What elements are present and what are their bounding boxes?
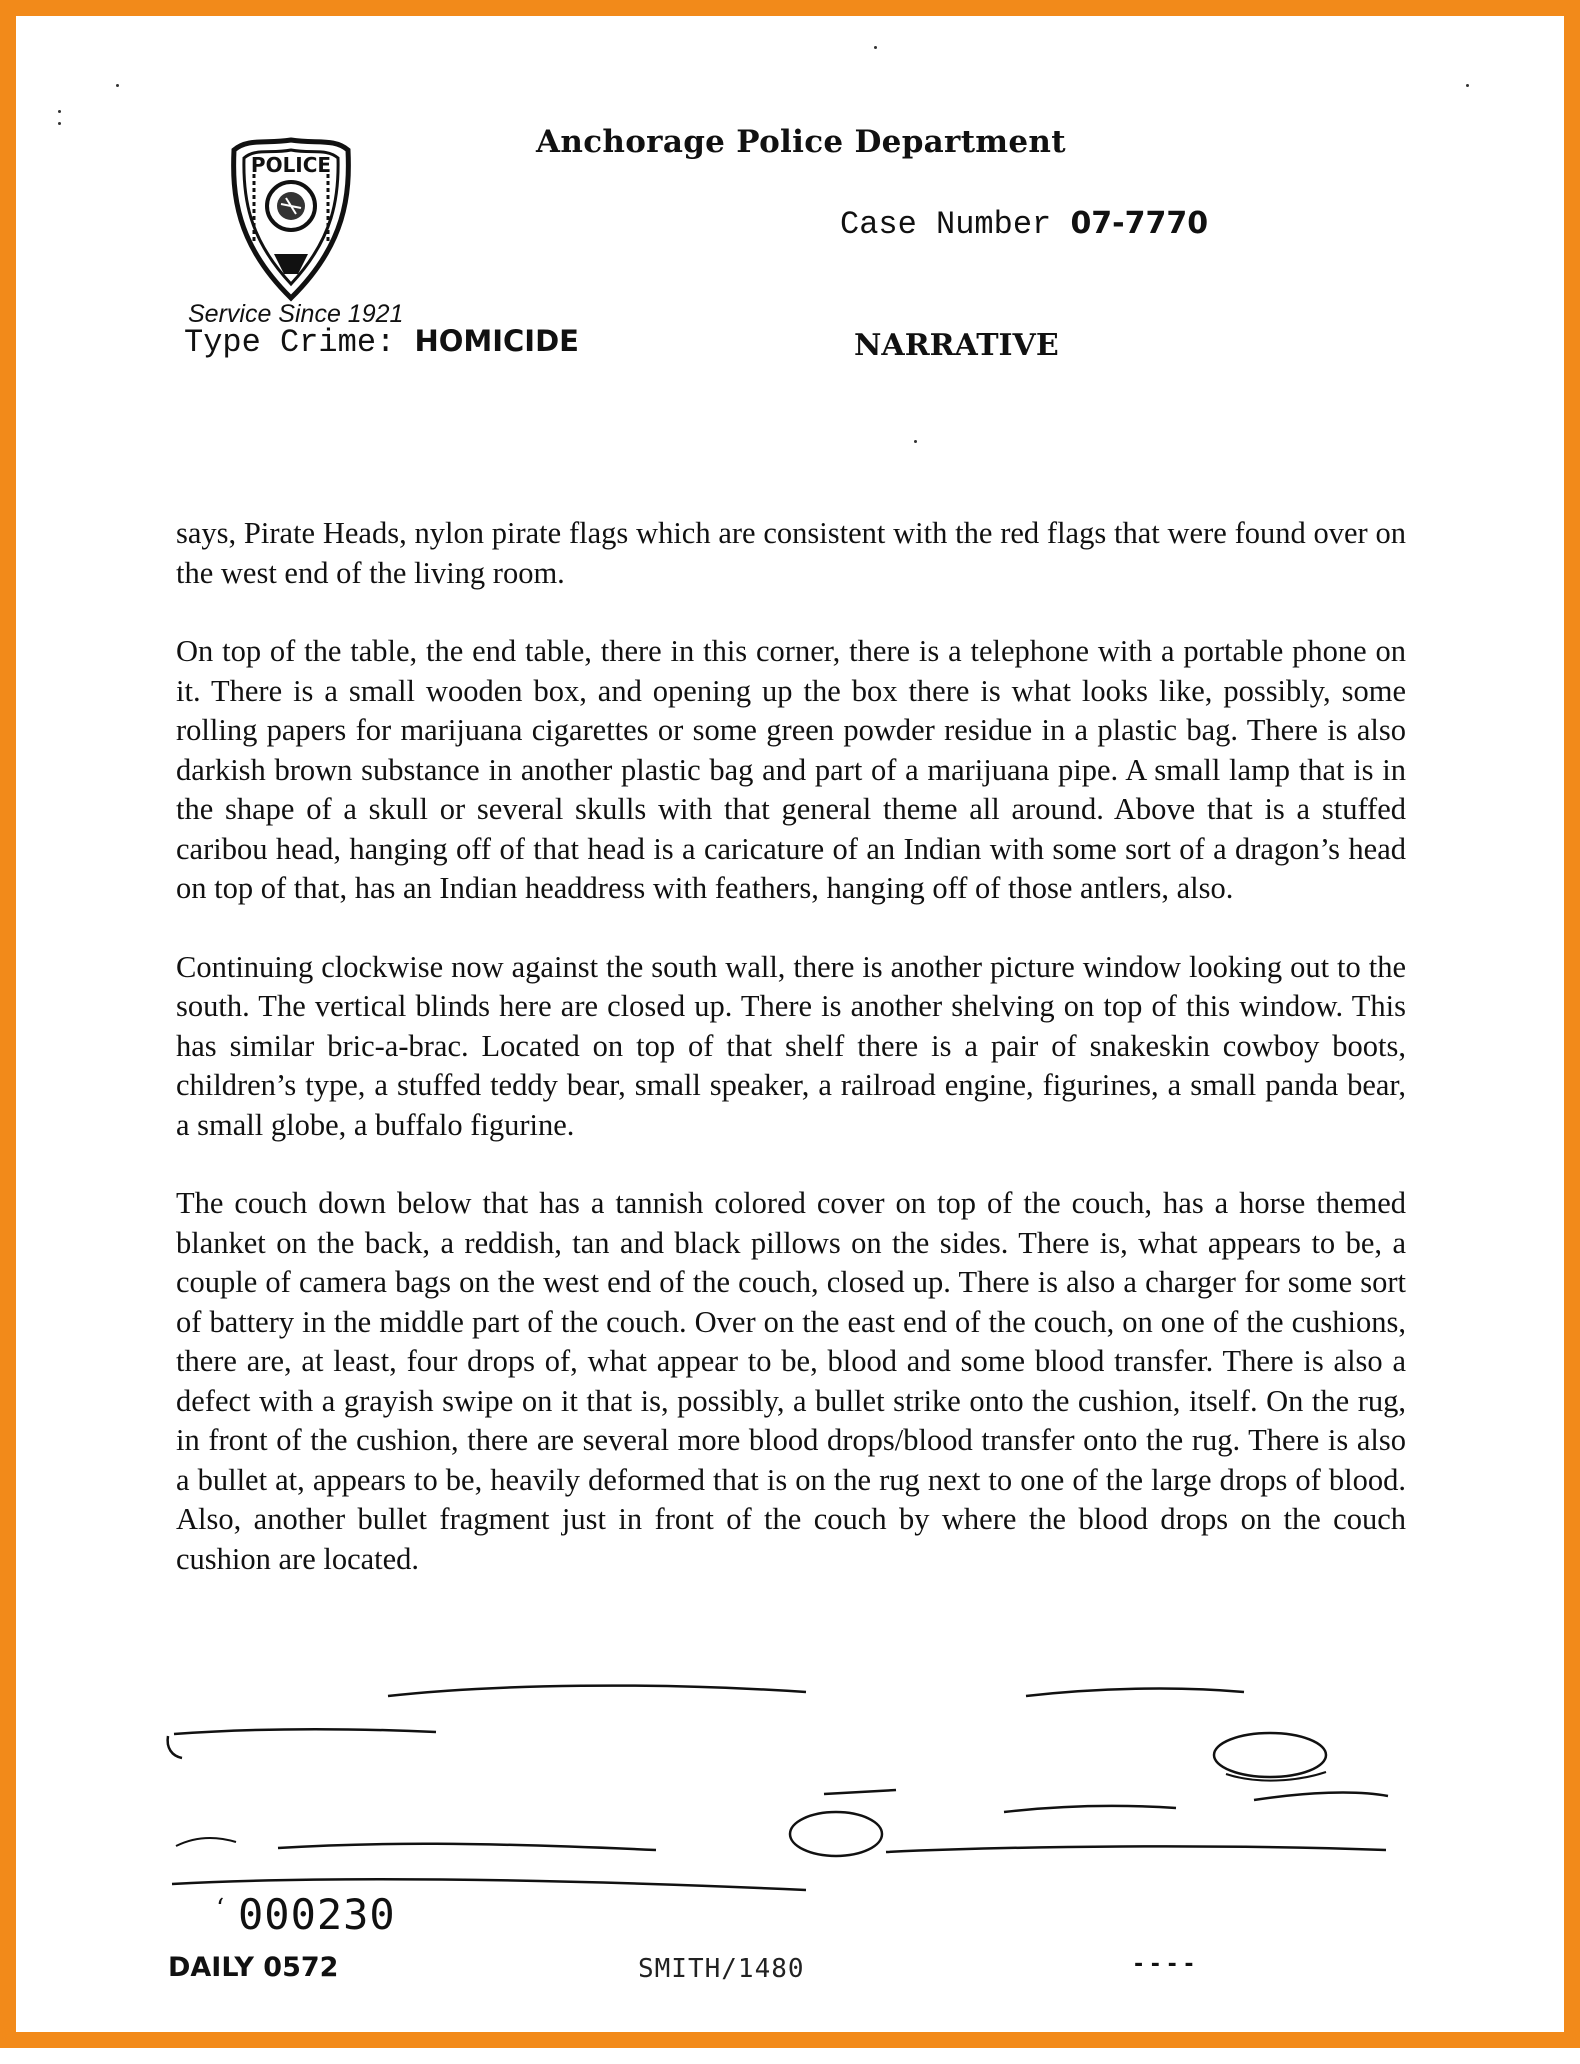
section-heading-narrative: NARRATIVE bbox=[854, 328, 1059, 363]
narrative-body bbox=[176, 514, 1406, 1619]
trailing-dashes: - - - - bbox=[1134, 1952, 1194, 1977]
scan-speck bbox=[58, 122, 61, 125]
narrative-paragraph: Continuing clockwise now against the south wall, there is another picture window looking out to the south. The vertical blinds here are closed up. There is another shelving on top of this window. This has similar bric-a-brac. Located on top of that shelf there is a pair of snakeskin cowboy boots, children’s type, a stuffed teddy bear, small speaker, a railroad engine, figurines, a small panda bear, a small globe, a buffalo figurine. bbox=[176, 949, 1406, 1142]
crime-type-label: Type Crime: bbox=[184, 324, 396, 361]
narrative-paragraph: says, Pirate Heads, nylon pirate flags which are consistent with the red flags that were found over on the west end of the living room. bbox=[176, 516, 1406, 590]
police-badge-seal bbox=[226, 134, 356, 302]
scan-speck bbox=[914, 440, 917, 443]
scan-speck bbox=[116, 84, 119, 87]
daily-number: DAILY 0572 bbox=[168, 1952, 339, 1983]
case-number-line bbox=[840, 206, 1208, 243]
department-title: Anchorage Police Department bbox=[536, 124, 1066, 160]
officer-id: SMITH/1480 bbox=[638, 1954, 805, 1984]
pen-tick-mark: ‘ bbox=[216, 1894, 225, 1924]
case-number-value: 07-7770 bbox=[1070, 206, 1209, 241]
scan-speck bbox=[874, 46, 877, 49]
case-number-label: Case Number bbox=[840, 206, 1052, 243]
page-number-stamp: 000230 bbox=[238, 1890, 396, 1939]
crime-type-value: HOMICIDE bbox=[414, 324, 579, 358]
narrative-paragraph: On top of the table, the end table, there in this corner, there is a telephone with a portable phone on it. There is a small wooden box, and opening up the box there is what looks like, possibly, some rolling papers for marijuana cigarettes or some green powder residue in a plastic bag. There is also darkish brown substance in another plastic bag and part of a marijuana pipe. A small lamp that is in the shape of a skull or several skulls with that general theme all around. Above that is a stuffed caribou head, hanging off of that head is a caricature of an Indian with some sort of a dragon’s head on top of that, has an Indian headdress with feathers, hanging off of those antlers, also. bbox=[176, 634, 1406, 905]
narrative-paragraph: The couch down below that has a tannish colored cover on top of the couch, has a horse themed blanket on the back, a reddish, tan and black pillows on the sides. There is, what appears to be, a couple of camera bags on the west end of the couch, closed up. There is also a charger for some sort of battery in the middle part of the couch. Over on the east end of the couch, on one of the cushions, there are, at least, four drops of, what appear to be, blood and some blood transfer. There is also a defect with a grayish swipe on it that is, possibly, a bullet strike onto the cushion, itself. On the rug, in front of the cushion, there are several more blood drops/blood transfer onto the rug. There is also a bullet at, appears to be, heavily deformed that is on the rug next to one of the large drops of blood. Also, another bullet fragment just in front of the couch by where the blood drops on the couch cushion are located. bbox=[176, 1186, 1406, 1576]
scan-speck bbox=[1466, 84, 1469, 87]
service-since-tagline: Service Since 1921 bbox=[188, 300, 404, 328]
scan-speck bbox=[58, 110, 61, 113]
svg-text:POLICE: POLICE bbox=[250, 153, 332, 177]
crime-type-line bbox=[184, 324, 579, 361]
